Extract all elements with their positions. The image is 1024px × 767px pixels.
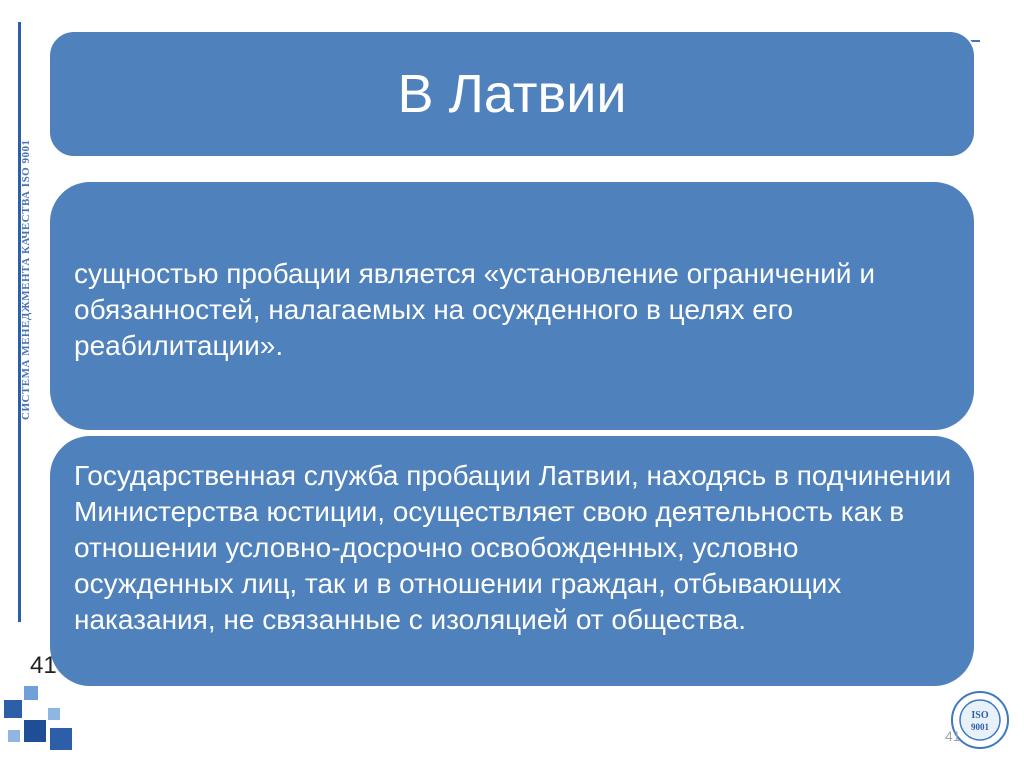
content-text-1: сущностью пробации является «установление ограничений и обязанностей, налагаемых на осужденного в целях его реабилитации». xyxy=(74,258,875,361)
slide-title: В Латвии xyxy=(397,64,627,124)
page-number-right: 41 xyxy=(945,728,961,744)
content-text-2: Государственная служба пробации Латвии, находясь в подчинении Министерства юстиции, осуществляет свою деятельность как в отношении условно-досрочно освобожденных, условно осужденных лиц, так и в отношении граждан, отбывающих наказания, не связанные с изоляцией от общества. xyxy=(74,460,952,635)
page-number-left: 41 xyxy=(30,652,57,679)
iso-side-text: СИСТЕМА МЕНЕДЖМЕНТА КАЧЕСТВА ISO 9001 xyxy=(20,139,32,420)
svg-text:ISO: ISO xyxy=(971,710,989,721)
content-box-1 xyxy=(48,180,976,432)
decorative-squares-icon xyxy=(0,680,90,760)
svg-text:9001: 9001 xyxy=(971,722,989,732)
content-box-2 xyxy=(48,434,976,688)
title-box xyxy=(48,30,976,158)
